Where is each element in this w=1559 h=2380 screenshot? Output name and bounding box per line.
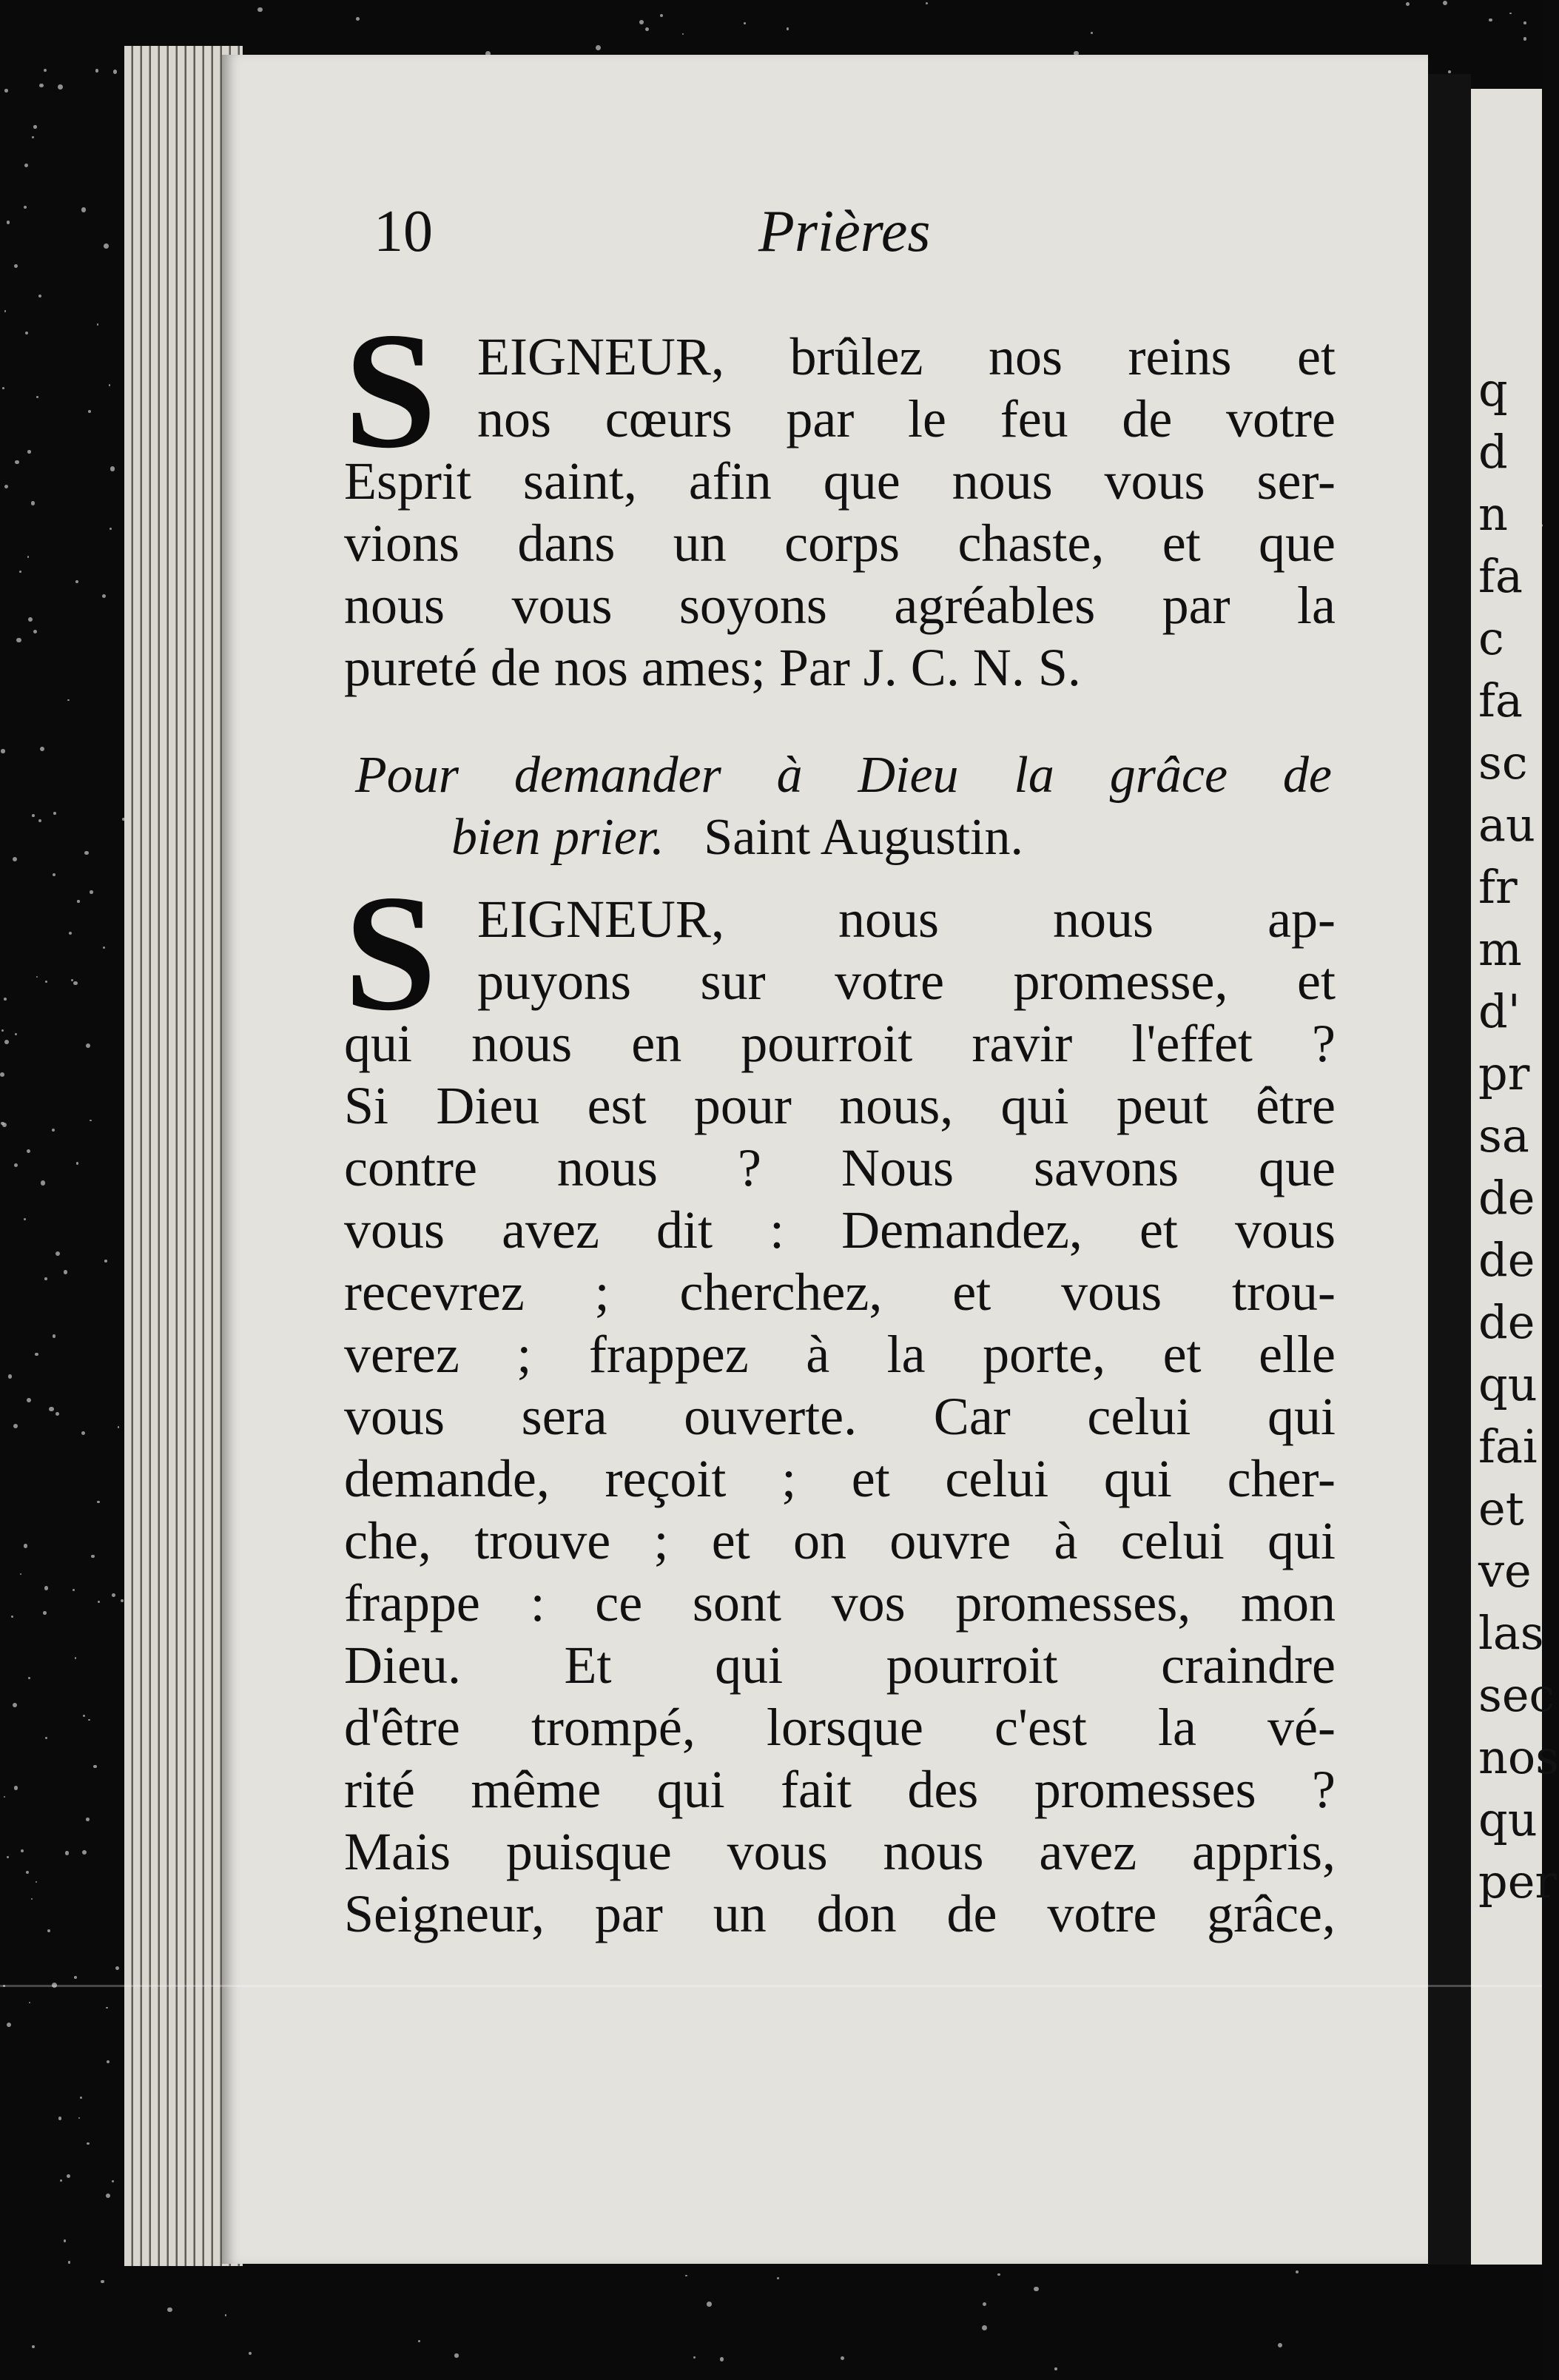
scan-artifact-line <box>0 1985 1542 1987</box>
text-line: vous avez dit : Demandez, et vous <box>344 1200 1336 1260</box>
text-line: nos cœurs par le feu de votre <box>477 389 1336 448</box>
facing-page-fragment: d <box>1478 425 1508 479</box>
text-line: vous sera ouverte. Car celui qui <box>344 1387 1336 1446</box>
drop-cap: S <box>344 860 437 1045</box>
heading-attribution: Saint Augustin. <box>704 809 1023 866</box>
facing-page-fragment: c <box>1478 611 1504 665</box>
facing-page-fragment: qu <box>1478 1792 1538 1846</box>
text-line: EIGNEUR, nous nous ap- <box>477 890 1336 949</box>
facing-page-fragment: sec <box>1478 1668 1555 1722</box>
text-line: Seigneur, par un don de votre grâce, <box>344 1884 1336 1943</box>
facing-page-fragment: d' <box>1478 984 1521 1038</box>
facing-page-fragment: pr <box>1478 1046 1530 1100</box>
text-line: demande, reçoit ; et celui qui cher- <box>344 1449 1336 1508</box>
text-line: puyons sur votre promesse, et <box>477 952 1336 1011</box>
heading-line: Pour demander à Dieu la grâce de <box>355 747 1332 804</box>
facing-page-fragment: nos <box>1478 1730 1559 1784</box>
facing-page-fragment: fai <box>1478 1419 1538 1473</box>
heading-line <box>355 807 1332 869</box>
text-line: recevrez ; cherchez, et vous trou- <box>344 1263 1336 1322</box>
text-line: Dieu. Et qui pourroit craindre <box>344 1636 1336 1695</box>
facing-page-fragment: sa <box>1478 1109 1529 1163</box>
facing-page-fragment: n <box>1478 487 1508 541</box>
facing-page-fragment: au <box>1478 798 1535 852</box>
text-line: contre nous ? Nous savons que <box>344 1138 1336 1197</box>
prayer-paragraph-1 <box>344 298 1336 699</box>
facing-page-fragment: de <box>1478 1233 1535 1287</box>
facing-page-fragment: et <box>1478 1482 1524 1536</box>
facing-page-fragment: qu <box>1478 1357 1538 1411</box>
section-heading <box>355 744 1332 869</box>
page-header <box>374 198 1336 280</box>
text-line: Si Dieu est pour nous, qui peut être <box>344 1076 1336 1135</box>
facing-page-fragment: sc <box>1478 736 1528 790</box>
text-line: che, trouve ; et on ouvre à celui qui <box>344 1511 1336 1570</box>
facing-page-fragment: per <box>1478 1855 1558 1909</box>
text-line: rité même qui fait des promesses ? <box>344 1760 1336 1819</box>
text-line: d'être trompé, lorsque c'est la vé- <box>344 1698 1336 1757</box>
facing-page-fragment: m <box>1478 922 1522 976</box>
facing-page-fragment: las <box>1478 1606 1544 1660</box>
text-line: verez ; frappez à la porte, et elle <box>344 1325 1336 1384</box>
text-line: EIGNEUR, brûlez nos reins et <box>477 327 1336 386</box>
text-line: vions dans un corps chaste, et que <box>344 514 1336 573</box>
facing-page-fragment: fa <box>1478 673 1523 727</box>
heading-italic-text: bien prier. <box>451 809 664 866</box>
page-number: 10 <box>374 199 433 264</box>
prayer-paragraph-2 <box>344 860 1336 1945</box>
text-line: nous vous soyons agréables par la <box>344 576 1336 635</box>
facing-page-fragment: de <box>1478 1171 1535 1225</box>
facing-page-fragment: fr <box>1478 860 1518 914</box>
page-gutter <box>1428 74 1471 2265</box>
text-line: pureté de nos ames; Par J. C. N. S. <box>344 638 1081 697</box>
text-line: Esprit saint, afin que nous vous ser- <box>344 451 1336 511</box>
text-line: Mais puisque vous nous avez appris, <box>344 1822 1336 1881</box>
facing-page-fragment: fa <box>1478 549 1523 603</box>
facing-page-fragment: de <box>1478 1295 1535 1349</box>
drop-cap: S <box>344 298 437 483</box>
facing-page-fragment: q <box>1478 363 1508 417</box>
running-title: Prières <box>758 199 931 264</box>
text-line: frappe : ce sont vos promesses, mon <box>344 1573 1336 1633</box>
text-line: qui nous en pourroit ravir l'effet ? <box>344 1014 1336 1073</box>
facing-page <box>1471 89 1559 2265</box>
facing-page-fragment: ve <box>1478 1544 1532 1598</box>
